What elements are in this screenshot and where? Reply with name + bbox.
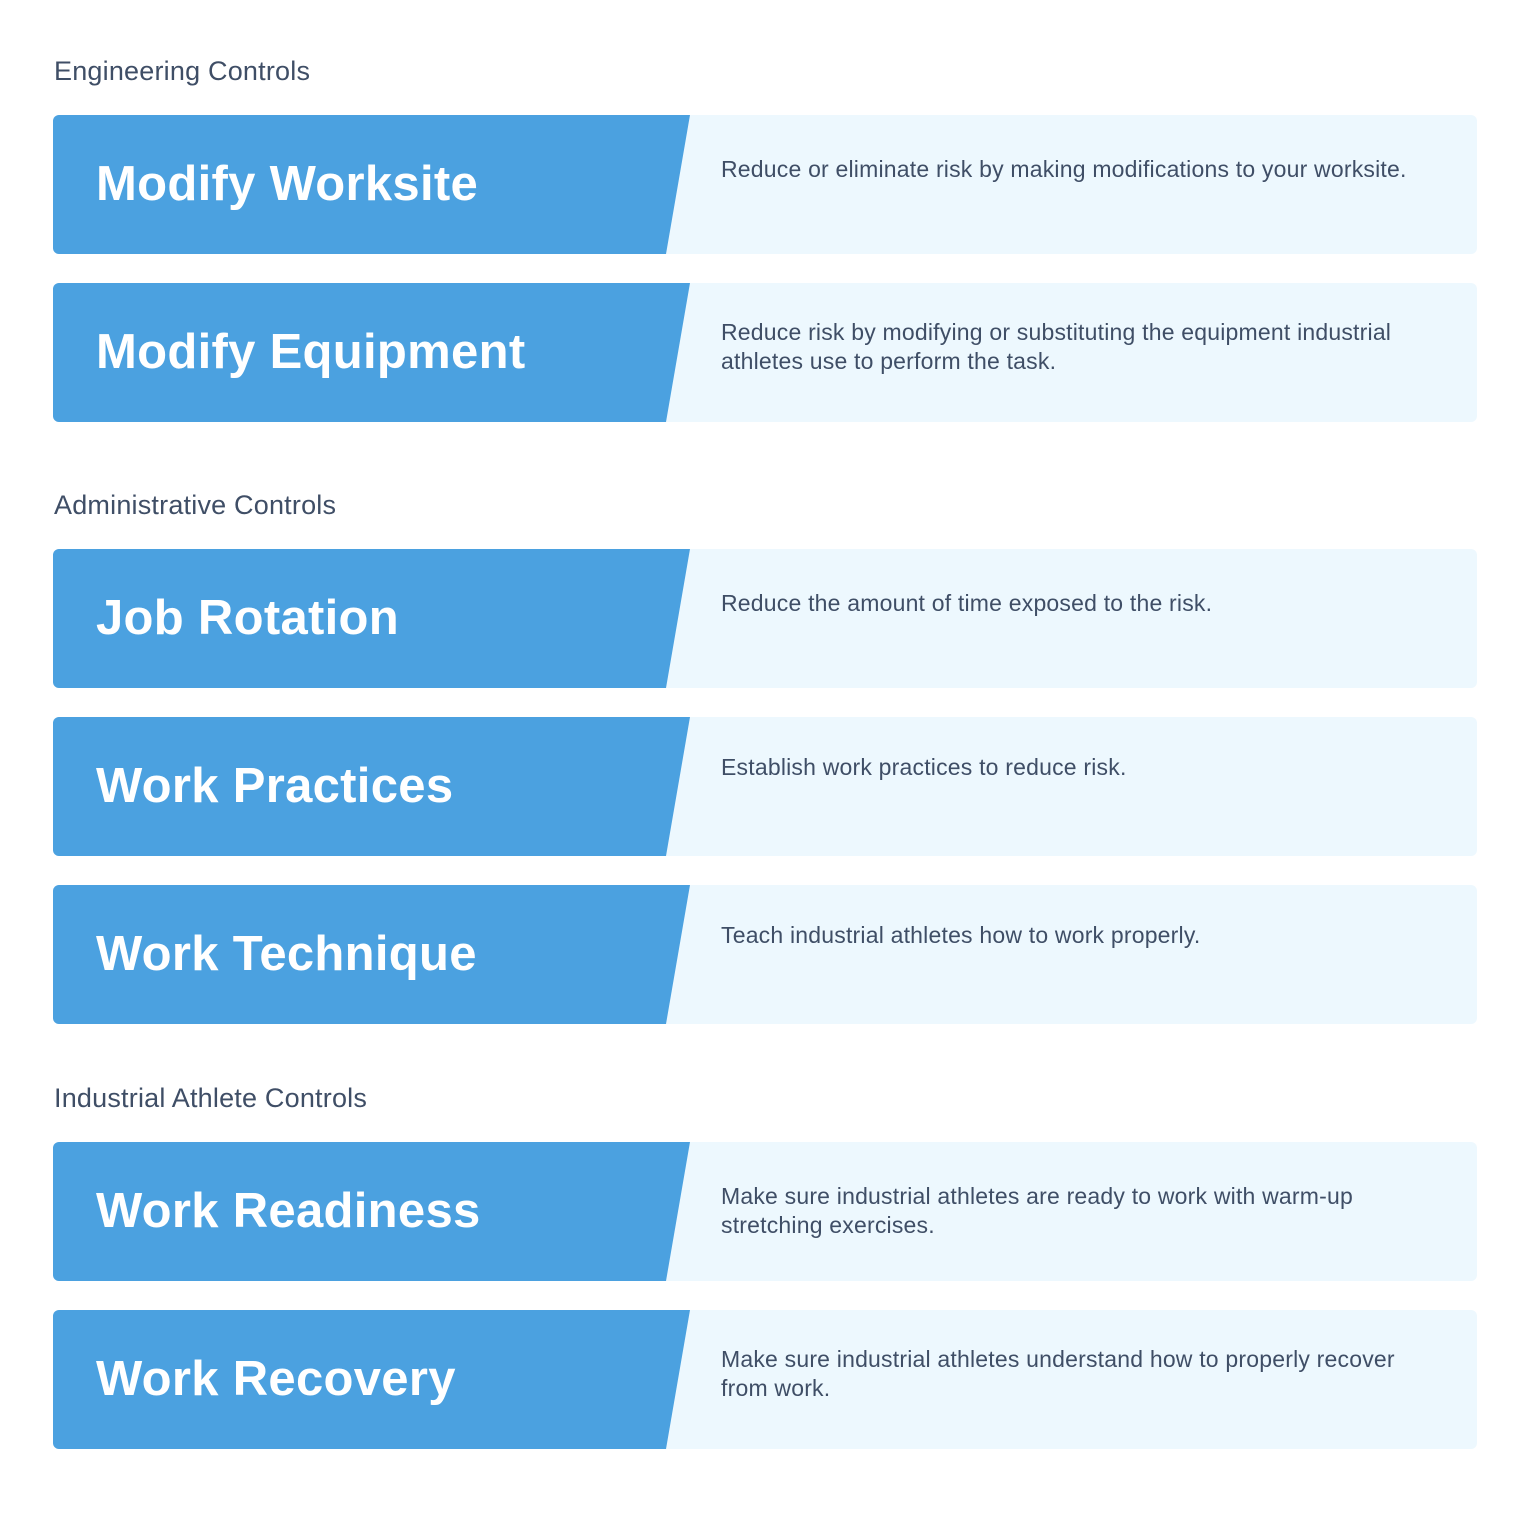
control-title: Work Recovery: [96, 1352, 456, 1406]
control-description: Make sure industrial athletes understand how to properly recover from work.: [721, 1346, 1395, 1401]
control-card-modify-equipment: [53, 283, 1477, 422]
control-title: Work Readiness: [96, 1184, 481, 1238]
control-title: Modify Worksite: [96, 157, 479, 211]
control-description: Reduce the amount of time exposed to the risk.: [721, 590, 1213, 616]
control-card-work-recovery: [53, 1310, 1477, 1449]
control-title: Job Rotation: [96, 591, 400, 645]
control-card-work-practices: [53, 717, 1477, 856]
control-description: Establish work practices to reduce risk.: [721, 754, 1127, 780]
control-title: Work Practices: [96, 759, 454, 813]
control-description: Teach industrial athletes how to work properly.: [721, 922, 1201, 948]
control-card-work-technique: [53, 885, 1477, 1024]
section-heading-engineering: Engineering Controls: [54, 56, 311, 86]
section-heading-administrative: Administrative Controls: [54, 490, 337, 520]
section-heading-industrial-athlete: Industrial Athlete Controls: [54, 1083, 368, 1113]
control-title: Modify Equipment: [96, 325, 526, 379]
control-description: Reduce or eliminate risk by making modifications to your worksite.: [721, 156, 1407, 182]
control-description: Make sure industrial athletes are ready to work with warm-up stretching exercises.: [721, 1183, 1353, 1238]
control-card-modify-worksite: [53, 115, 1477, 254]
control-description: Reduce risk by modifying or substituting the equipment industrial athletes use to perform the task.: [721, 319, 1392, 374]
control-card-job-rotation: [53, 549, 1477, 688]
control-title: Work Technique: [96, 927, 477, 981]
control-card-work-readiness: [53, 1142, 1477, 1281]
